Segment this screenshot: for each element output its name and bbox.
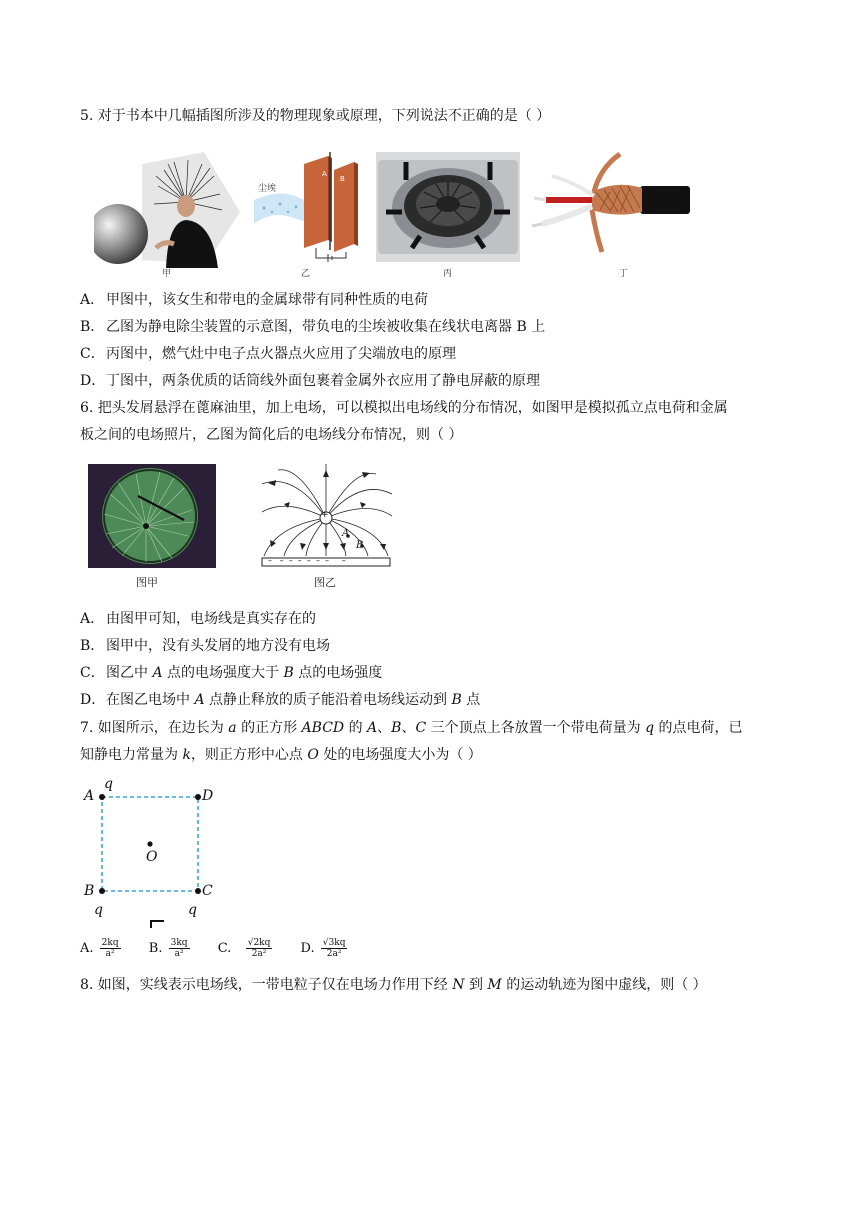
q7-choice-c-letter: C. — [217, 941, 232, 956]
q5-option-d — [80, 371, 540, 391]
q6-option-b-letter: B． — [80, 638, 105, 654]
q6-option-d-text-1: 在图乙电场中 — [106, 692, 195, 708]
q7-figure-mark — [150, 920, 164, 928]
q5-option-d-text: 丁图中，两条优质的话筒线外面包裹着金属外衣应用了静电屏蔽的原理 — [106, 373, 540, 389]
q7-choice-c-fraction — [246, 938, 273, 959]
q8-var-n: N — [452, 977, 465, 993]
q6-option-b — [80, 636, 330, 656]
q5-figure-bing — [376, 152, 520, 262]
q6-option-c-var-b: B — [283, 665, 294, 681]
q7-l2-text-a: 知静电力常量为 — [80, 747, 183, 763]
q7-l1-text-e: 的点电荷，已 — [654, 720, 743, 736]
q6-caption-yi: 图乙 — [314, 576, 336, 589]
q5-caption-jia: 甲 — [162, 269, 172, 279]
q6-point-b-label: B — [356, 540, 364, 551]
q6-option-c-text-1: 图乙中 — [106, 665, 153, 681]
q8-stem — [80, 975, 707, 995]
q7-choice-b-numerator: 3kq — [170, 938, 188, 948]
q7-l1-text-d: 三个顶点上各放置一个带电荷量为 — [426, 720, 646, 736]
q7-l2-var-o: O — [307, 747, 319, 763]
q7-l1-var-C: C — [415, 720, 427, 736]
q7-choice-a-denominator: a² — [105, 949, 115, 959]
q5-dust-label: 尘埃 — [258, 184, 277, 194]
q6-option-c — [80, 663, 382, 683]
q7-choice-b-letter: B. — [148, 941, 163, 956]
q7-choice-c-numerator: √2kq — [247, 938, 271, 948]
q5-option-a-text: 甲图中，该女生和带电的金属球带有同种性质的电荷 — [106, 292, 428, 308]
q8-text-c: 的运动轨迹为图中虚线，则（ ） — [501, 977, 707, 993]
q7-fig-label-a: A — [84, 788, 95, 804]
q5-option-d-letter: D． — [80, 373, 106, 389]
q6-option-d-var-b: B — [451, 692, 462, 708]
q7-l2-text-b: ，则正方形中心点 — [190, 747, 308, 763]
q5-plate-label-b: B — [340, 175, 345, 183]
q7-fig-label-c: C — [202, 883, 213, 899]
q7-l1-var-A: A — [367, 720, 378, 736]
q6-figure-jia-photo — [88, 464, 216, 568]
q5-stem: 5. 对于书本中几幅插图所涉及的物理现象或原理，下列说法不正确的是（ ） — [80, 108, 551, 124]
q6-option-c-text-3: 点的电场强度 — [293, 665, 383, 681]
q7-choice-d-denominator: 2a² — [326, 949, 342, 959]
q6-option-c-var-a: A — [152, 665, 163, 681]
q5-option-b-text: 乙图为静电除尘装置的示意图，带负电的尘埃被收集在线状电离器 B 上 — [106, 319, 546, 335]
q6-option-d — [80, 690, 480, 710]
q7-l1-var-q: q — [645, 720, 655, 736]
q5-caption-yi: 乙 — [301, 269, 311, 279]
q7-choice-c-denominator: 2a² — [251, 949, 267, 959]
q7-l1-sep1: 、 — [377, 720, 392, 736]
q6-option-a-letter: A． — [80, 611, 105, 627]
q7-l1-text-c: 的 — [344, 720, 368, 736]
q5-option-a — [80, 290, 428, 310]
q7-choice-b — [149, 938, 192, 959]
q7-choice-b-fraction — [169, 938, 190, 959]
q5-option-c — [80, 344, 456, 364]
q5-option-a-letter: A． — [80, 292, 105, 308]
q7-choice-d — [301, 938, 350, 959]
q6-option-a-text: 由图甲可知，电场线是真实存在的 — [106, 611, 316, 627]
q5-plate-label-a: A — [322, 170, 327, 178]
q7-stem-line2 — [80, 745, 482, 765]
q7-fig-charge-a: q — [104, 776, 113, 792]
q7-l1-text-a: 7. 如图所示，在边长为 — [80, 720, 229, 736]
q7-choice-a-letter: A. — [80, 941, 94, 956]
q7-fig-charge-b: q — [94, 902, 103, 918]
q7-square-figure — [96, 792, 206, 896]
q7-l1-var-abcd: ABCD — [301, 720, 345, 736]
q7-l2-text-c: 处的电场强度大小为（ ） — [318, 747, 482, 763]
q8-var-m: M — [487, 977, 502, 993]
q5-figure-yi — [250, 152, 370, 264]
q6-caption-jia: 图甲 — [136, 576, 158, 589]
q7-fig-label-d: D — [202, 788, 214, 804]
q5-figure-jia — [94, 152, 240, 268]
q7-choice-d-fraction — [321, 938, 348, 959]
q7-choice-c — [218, 938, 275, 959]
q7-choice-a — [80, 938, 123, 959]
q7-choice-a-fraction — [100, 938, 121, 959]
q5-option-c-text: 丙图中，燃气灶中电子点火器点火应用了尖端放电的原理 — [106, 346, 456, 362]
q5-option-b-letter: B． — [80, 319, 105, 335]
q7-choice-d-numerator: √3kq — [322, 938, 346, 948]
q6-point-a-label: A — [342, 528, 350, 539]
q6-option-c-letter: C． — [80, 665, 105, 681]
q8-text-b: 到 — [464, 977, 488, 993]
q7-choices — [80, 938, 371, 959]
q6-option-d-letter: D． — [80, 692, 106, 708]
q7-choice-d-letter: D. — [300, 941, 315, 956]
q6-stem-line1: 6. 把头发屑悬浮在蓖麻油里，加上电场，可以模拟出电场线的分布情况，如图甲是模拟孤立点电荷和金属 — [80, 400, 728, 416]
q5-option-b — [80, 317, 545, 337]
q6-option-c-text-2: 点的电场强度大于 — [162, 665, 284, 681]
q6-plus-sign: + — [321, 510, 329, 520]
q7-l2-var-k: k — [182, 747, 191, 763]
q7-l1-var-a: a — [228, 720, 237, 736]
q6-option-d-text-2: 点静止释放的质子能沿着电场线运动到 — [204, 692, 452, 708]
q7-choice-a-numerator: 2kq — [101, 938, 119, 948]
q6-plate-charges: – – – – – – – – — [268, 556, 346, 565]
q7-choice-b-denominator: a² — [174, 949, 184, 959]
q7-stem-line1 — [80, 718, 743, 738]
q6-option-a — [80, 609, 316, 629]
q5-caption-ding: 丁 — [619, 269, 629, 279]
q7-fig-label-o: O — [146, 849, 158, 865]
q5-option-c-letter: C． — [80, 346, 105, 362]
q6-option-b-text: 图甲中，没有头发屑的地方没有电场 — [106, 638, 330, 654]
q5-figure-ding — [530, 152, 696, 256]
q7-l1-text-b: 的正方形 — [236, 720, 302, 736]
q5-caption-bing: 丙 — [443, 269, 453, 279]
q6-option-d-text-3: 点 — [461, 692, 481, 708]
q7-l1-sep2: 、 — [401, 720, 416, 736]
q7-fig-charge-c: q — [188, 902, 197, 918]
q7-l1-var-B: B — [391, 720, 402, 736]
q8-text-a: 8. 如图，实线表示电场线，一带电粒子仅在电场力作用下经 — [80, 977, 453, 993]
q6-stem-line2: 板之间的电场照片，乙图为简化后的电场线分布情况，则（ ） — [80, 427, 463, 443]
q7-fig-label-b: B — [84, 883, 95, 899]
q6-option-d-var-a: A — [194, 692, 205, 708]
